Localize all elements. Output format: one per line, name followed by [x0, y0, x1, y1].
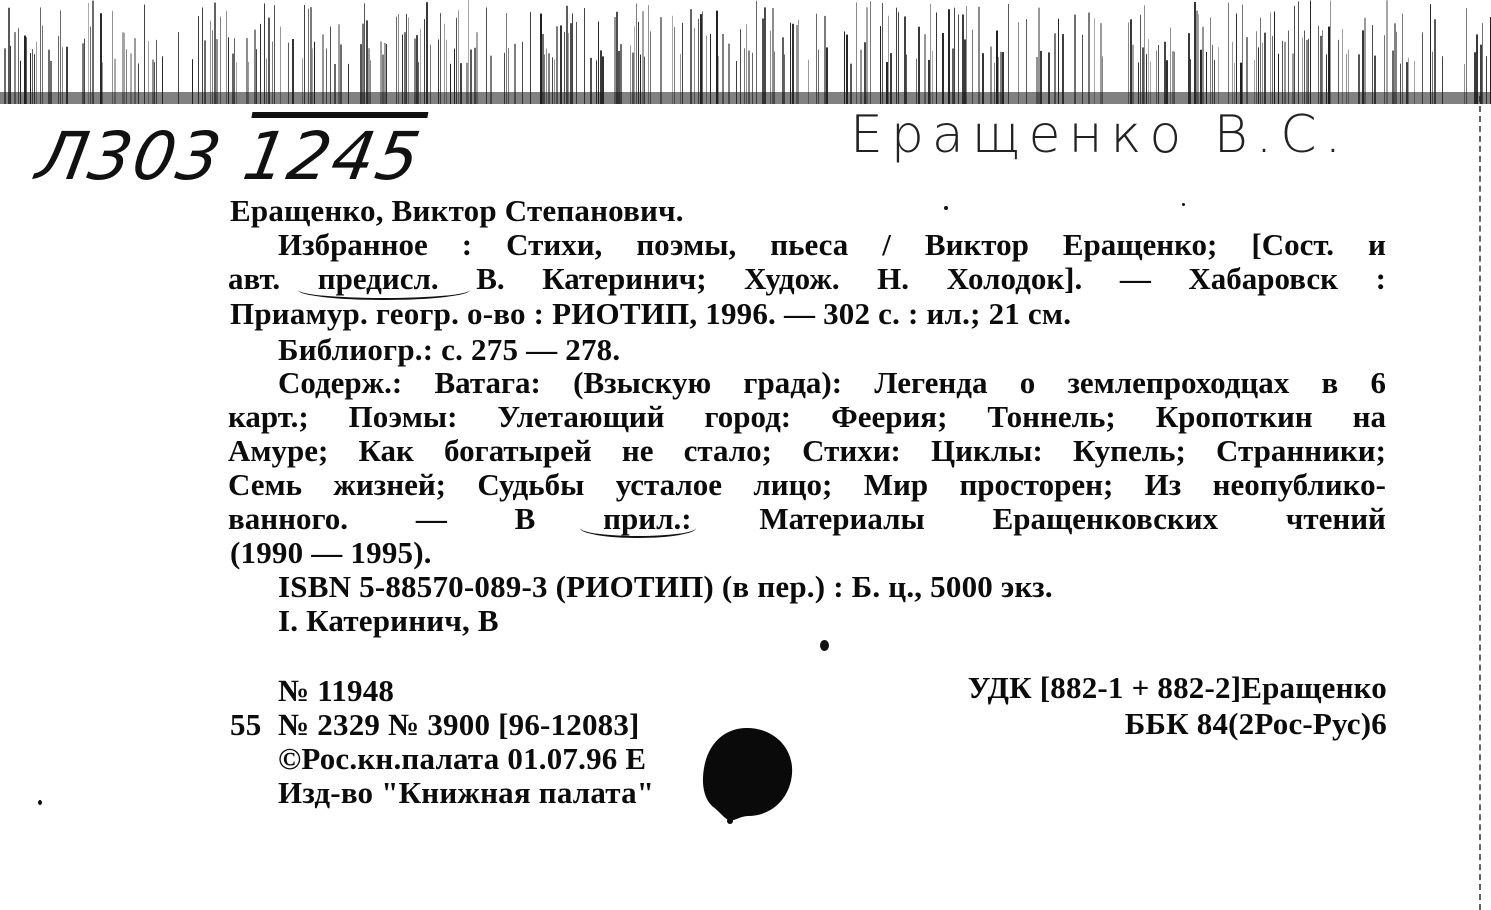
- noise-streak: [486, 7, 487, 104]
- noise-streak: [978, 7, 980, 104]
- word: Стихи,: [506, 227, 603, 262]
- noise-streak: [458, 10, 459, 104]
- noise-streak: [440, 13, 441, 104]
- shelf-mark-prefix: Л303: [31, 118, 229, 195]
- word: Семь: [228, 467, 303, 502]
- noise-streak: [1242, 5, 1243, 104]
- noise-streak: [642, 11, 644, 104]
- word: Материалы: [759, 501, 925, 536]
- noise-streak: [202, 8, 203, 104]
- contents-line-5: [228, 501, 1386, 537]
- word: просторен;: [959, 467, 1114, 502]
- noise-streak: [40, 7, 41, 104]
- noise-streak: [198, 16, 199, 104]
- noise-streak: [1260, 17, 1261, 104]
- handwritten-author: Еращенко В.С.: [850, 105, 1350, 165]
- card-number: № 11948: [278, 673, 395, 708]
- noise-streak: [898, 12, 899, 104]
- word: Избранное: [278, 227, 428, 262]
- word: —: [415, 501, 447, 536]
- word: пьеса: [770, 227, 849, 262]
- added-entry: I. Катеринич, В: [278, 603, 499, 638]
- noise-streak: [1274, 12, 1275, 104]
- title-line-3: Приамур. геогр. о-во : РИОТИП, 1996. — 302 с. : ил.; 21 см.: [230, 296, 1072, 331]
- noise-streak: [816, 14, 817, 104]
- word: и: [1368, 227, 1386, 262]
- noise-streak: [1088, 13, 1090, 104]
- noise-streak: [1100, 23, 1102, 104]
- noise-streak: [364, 3, 365, 104]
- noise-streak: [790, 23, 791, 104]
- word: жизней;: [333, 467, 447, 502]
- word: (Взыскую: [573, 365, 712, 400]
- noise-streak: [966, 6, 967, 104]
- noise-streak: [930, 4, 931, 104]
- contents-line-4: [228, 467, 1386, 503]
- noise-streak: [598, 22, 599, 104]
- noise-streak: [1144, 5, 1145, 104]
- noise-streak: [672, 16, 673, 104]
- noise-streak: [1466, 8, 1467, 104]
- word: :: [1375, 261, 1386, 296]
- shelf-mark-number: 1245: [237, 118, 428, 195]
- word: ванного.: [228, 501, 349, 536]
- noise-streak: [1310, 1, 1311, 104]
- bibliography-note: Библиогр.: с. 275 — 278.: [278, 332, 621, 367]
- noise-streak: [396, 17, 397, 104]
- word: Феерия;: [831, 399, 948, 434]
- word: Тоннель;: [987, 399, 1116, 434]
- word: на: [1352, 399, 1386, 434]
- word: Кропоткин: [1155, 399, 1313, 434]
- word: Купель;: [1072, 433, 1186, 468]
- noise-streak: [572, 14, 573, 104]
- word: Виктор: [924, 227, 1029, 262]
- word: богатырей: [444, 433, 592, 468]
- noise-streak: [882, 3, 883, 104]
- word: града):: [743, 365, 843, 400]
- word: неопублико-: [1212, 467, 1386, 502]
- noise-streak: [1198, 14, 1199, 104]
- noise-streak: [700, 14, 702, 104]
- pencil-underline-2: [580, 518, 696, 538]
- noise-streak: [1210, 17, 1211, 104]
- word: /: [882, 227, 891, 262]
- noise-streak: [824, 16, 826, 104]
- noise-streak: [792, 24, 794, 104]
- noise-streak: [716, 11, 718, 104]
- noise-streak: [1128, 22, 1129, 104]
- noise-streak: [264, 3, 265, 104]
- publisher-line: Изд-во "Книжная палата": [278, 775, 655, 810]
- noise-streak: [1364, 18, 1366, 104]
- noise-streak: [584, 8, 585, 104]
- word: чтений: [1285, 501, 1386, 536]
- ink-speck: [820, 640, 829, 651]
- noise-streak: [1430, 4, 1431, 104]
- title-line-1: [278, 227, 1386, 263]
- word: землепроходцах: [1067, 365, 1290, 400]
- noise-streak: [1386, 0, 1388, 104]
- word: В.: [476, 261, 505, 296]
- word: Еращенко;: [1062, 227, 1218, 262]
- word: —: [1119, 261, 1151, 296]
- noise-streak: [1294, 6, 1295, 104]
- noise-streak: [756, 1, 757, 104]
- noise-streak: [1196, 11, 1198, 104]
- word: Легенда: [874, 365, 988, 400]
- udk-code: УДК [882-1 + 882-2]Еращенко: [967, 670, 1387, 705]
- noise-streak: [896, 8, 897, 104]
- noise-streak: [408, 17, 409, 104]
- noise-streak: [506, 13, 507, 104]
- word: Улетающий: [497, 399, 665, 434]
- word: Катеринич;: [542, 261, 707, 296]
- noise-streak: [1298, 1, 1299, 104]
- word: 6: [1370, 365, 1386, 400]
- word: предисл.: [317, 261, 439, 296]
- noise-streak: [764, 7, 766, 104]
- noise-streak: [798, 20, 799, 104]
- noise-streak: [424, 19, 425, 104]
- noise-streak: [1482, 23, 1483, 104]
- noise-streak: [866, 7, 868, 104]
- noise-streak: [112, 11, 113, 104]
- noise-streak: [366, 20, 368, 104]
- ink-speck: [38, 800, 42, 805]
- noise-streak: [456, 18, 457, 104]
- noise-streak: [936, 12, 937, 104]
- word: :: [461, 227, 473, 262]
- noise-streak: [1402, 14, 1403, 104]
- registration-numbers: № 2329 № 3900 [96-12083]: [278, 707, 640, 742]
- noise-streak: [616, 12, 618, 104]
- noise-streak: [682, 23, 683, 104]
- noise-streak: [762, 19, 764, 104]
- noise-streak: [214, 3, 216, 104]
- ink-speck: [1182, 203, 1185, 206]
- noise-streak: [690, 9, 692, 104]
- isbn-line: ISBN 5-88570-089-3 (РИОТИП) (в пер.) : Б. ц., 5000 экз.: [278, 569, 1053, 604]
- copyright-line: ©Рос.кн.палата 01.07.96 Е: [278, 741, 647, 776]
- noise-streak: [1094, 18, 1095, 104]
- noise-streak: [772, 8, 774, 104]
- noise-streak: [1018, 22, 1019, 104]
- noise-streak: [398, 14, 399, 104]
- noise-streak: [406, 14, 407, 104]
- word: Ватага:: [434, 365, 541, 400]
- bbk-code: ББК 84(2Рос-Рус)6: [1124, 706, 1387, 741]
- word: Еращенковских: [992, 501, 1219, 536]
- noise-streak: [310, 7, 312, 104]
- noise-streak: [962, 15, 964, 104]
- author-heading: Еращенко, Виктор Степанович.: [230, 193, 684, 228]
- noise-streak: [888, 16, 889, 104]
- noise-streak: [1394, 23, 1396, 104]
- noise-streak: [226, 11, 227, 104]
- noise-streak: [1330, 1, 1331, 104]
- word: Судьбы: [477, 467, 585, 502]
- word: Содерж.:: [278, 365, 403, 400]
- word: о: [1019, 365, 1036, 400]
- contents-line-1: [278, 365, 1386, 401]
- contents-line-6: (1990 — 1995).: [230, 535, 432, 570]
- word: Из: [1144, 467, 1182, 502]
- noise-streak: [304, 5, 305, 104]
- noise-streak: [660, 17, 662, 104]
- word: усталое: [615, 467, 723, 502]
- noise-streak: [444, 24, 445, 104]
- word: Амуре;: [228, 433, 329, 468]
- word: не: [621, 433, 654, 468]
- noise-streak: [308, 9, 309, 104]
- noise-streak: [856, 2, 857, 104]
- noise-streak: [88, 3, 89, 104]
- word: карт.;: [228, 399, 309, 434]
- noise-streak: [1236, 13, 1237, 104]
- shelf-mark: [31, 118, 427, 195]
- noise-streak: [1270, 12, 1271, 104]
- noise-streak: [1038, 8, 1040, 104]
- noise-streak: [426, 2, 428, 104]
- noise-streak: [274, 5, 275, 104]
- word: Холодок].: [946, 261, 1083, 296]
- noise-streak: [210, 21, 211, 104]
- noise-streak: [954, 8, 955, 104]
- word: Н.: [877, 261, 910, 296]
- word: Худож.: [744, 261, 840, 296]
- word: авт.: [228, 261, 281, 296]
- noise-streak: [570, 23, 572, 104]
- word: Стихи:: [802, 433, 901, 468]
- word: Циклы:: [931, 433, 1043, 468]
- noise-streak: [92, 1, 94, 104]
- noise-streak: [702, 11, 703, 104]
- scanner-noise-band: [0, 0, 1491, 104]
- card-right-edge: [1479, 96, 1483, 910]
- noise-streak: [362, 24, 364, 104]
- contents-line-2: [228, 399, 1386, 435]
- noise-streak: [1140, 15, 1141, 104]
- word: город:: [704, 399, 792, 434]
- noise-streak: [100, 13, 102, 104]
- noise-baseline: [0, 92, 1491, 104]
- noise-streak: [1008, 4, 1009, 104]
- noise-streak: [1130, 19, 1132, 104]
- noise-streak: [948, 9, 950, 104]
- noise-streak: [468, 0, 469, 104]
- noise-streak: [1026, 19, 1027, 104]
- noise-streak: [904, 16, 906, 104]
- noise-streak: [870, 1, 871, 104]
- noise-streak: [698, 19, 699, 104]
- noise-streak: [60, 10, 61, 104]
- word: Странники;: [1216, 433, 1386, 468]
- word: Как: [358, 433, 414, 468]
- word: Поэмы:: [348, 399, 458, 434]
- word: в: [1321, 365, 1339, 400]
- noise-streak: [220, 17, 221, 104]
- noise-streak: [260, 24, 261, 104]
- noise-streak: [636, 4, 637, 104]
- word: Мир: [863, 467, 929, 502]
- noise-streak: [576, 22, 577, 104]
- noise-streak: [268, 18, 270, 104]
- noise-streak: [1194, 2, 1196, 104]
- noise-streak: [638, 22, 639, 104]
- noise-streak: [1074, 15, 1076, 104]
- noise-streak: [648, 5, 649, 104]
- ink-blot: [700, 724, 794, 824]
- noise-streak: [8, 8, 10, 104]
- contents-line-3: [228, 433, 1386, 469]
- line2-prefix: 55: [230, 707, 262, 742]
- noise-streak: [614, 17, 616, 104]
- noise-streak: [958, 15, 959, 104]
- noise-streak: [1228, 3, 1229, 104]
- word: поэмы,: [636, 227, 737, 262]
- word: лицо;: [753, 467, 833, 502]
- word: стало;: [683, 433, 772, 468]
- word: В: [514, 501, 536, 536]
- noise-streak: [530, 12, 531, 104]
- noise-streak: [1058, 19, 1059, 104]
- word: Хабаровск: [1188, 261, 1339, 296]
- noise-streak: [540, 14, 542, 104]
- noise-streak: [144, 4, 145, 104]
- word: прил.:: [603, 501, 692, 536]
- noise-streak: [1434, 19, 1436, 104]
- ink-speck: [944, 206, 948, 210]
- word: [Сост.: [1251, 227, 1334, 262]
- noise-streak: [566, 6, 568, 104]
